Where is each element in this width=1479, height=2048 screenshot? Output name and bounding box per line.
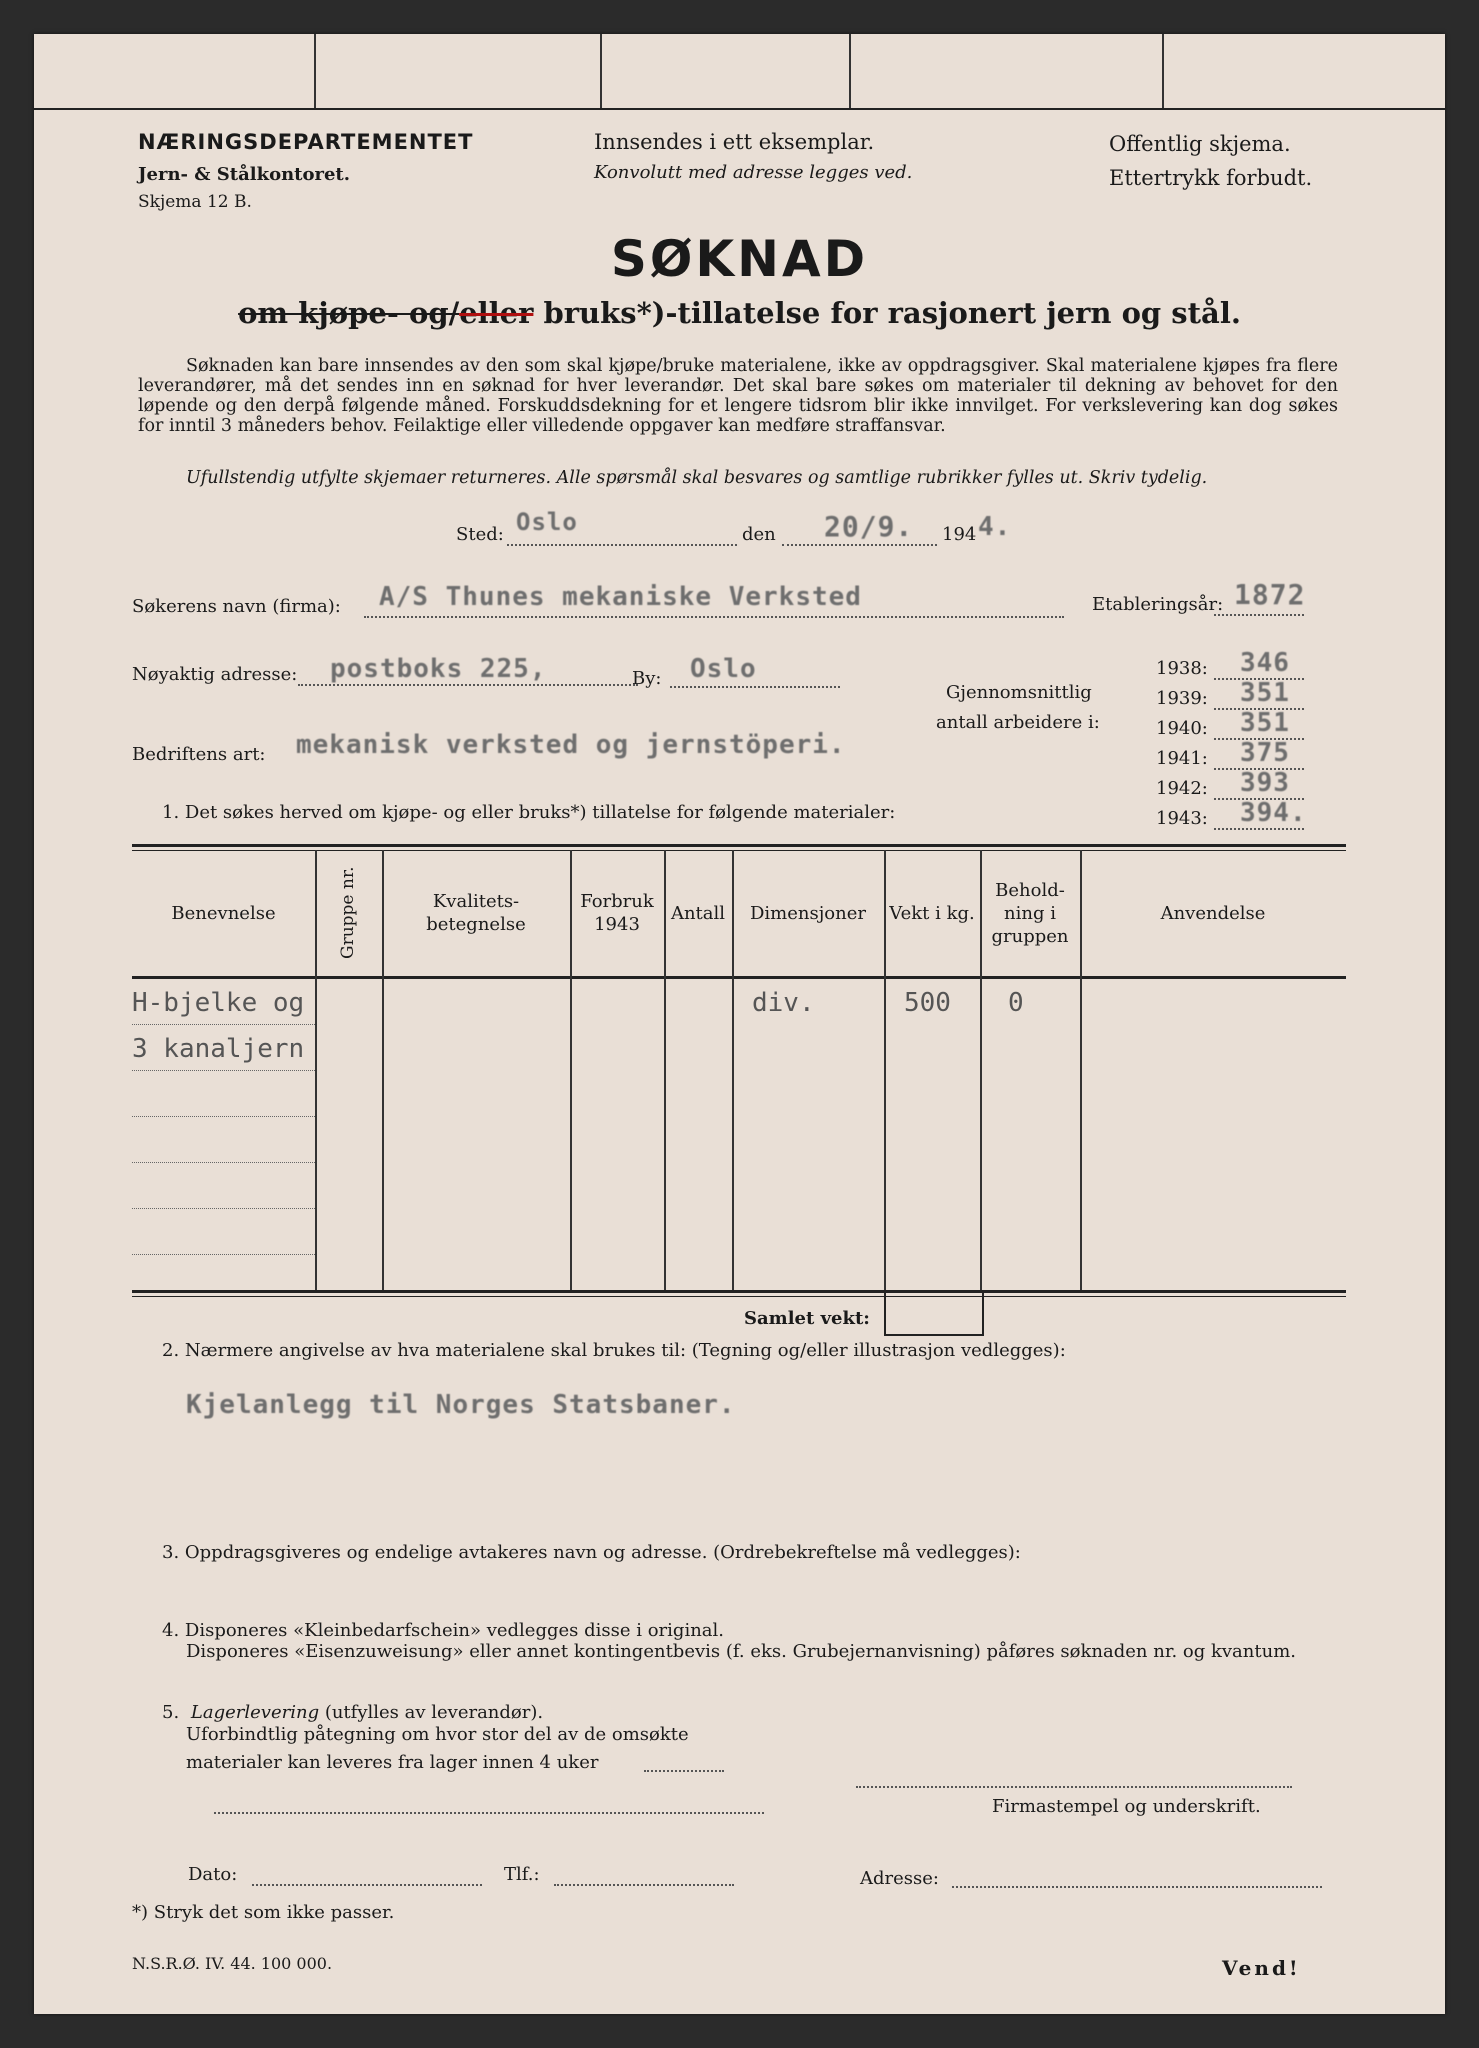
worker-year-dots (1214, 828, 1304, 830)
turn-over-note: Vend! (1222, 1956, 1301, 1980)
top-rule (34, 108, 1445, 110)
table-row-rule (132, 1070, 315, 1071)
table-column-divider (1080, 850, 1082, 1290)
table-row-rule (132, 1162, 315, 1163)
table-column-divider (382, 850, 384, 1290)
worker-year-label: 1939: (1156, 688, 1208, 709)
address-footer-label: Adresse: (860, 1868, 939, 1889)
address-label: Nøyaktig adresse: (132, 664, 298, 685)
table-column-divider (570, 850, 572, 1290)
phone-label: Tlf.: (504, 1864, 540, 1885)
table-bottom-rule-thin (132, 1296, 1346, 1297)
table-column-header: Behold-ning i gruppen (991, 879, 1069, 947)
date-value[interactable]: 20/9. (824, 510, 914, 543)
worker-year-label: 1942: (1156, 778, 1208, 799)
submit-note: Innsendes i ett eksemplar. (594, 130, 875, 154)
signature-label: Firmastempel og underskrift. (992, 1796, 1261, 1817)
table-row-rule (132, 1254, 315, 1255)
subtitle-red-struck: eller (459, 296, 534, 330)
intro-paragraph: Søknaden kan bare innsendes av den som skal kjøpe/bruke materialene, ikke av oppdragsgiver. Skal materialene kjøpes fra flere leverandører, må det sendes inn en søknad for hver leverandør. Det skal bare søkes om materialer til dekning av behovet for den løpende og den derpå følgende måned. Forskuddsdekning for et lengere tidsrom blir ikke innvilget. For verkslevering kan dog søkes for inntil 3 måneders behov. Feilaktige eller villedende oppgaver kan medføre straffansvar. (138, 356, 1338, 436)
form-number: Skjema 12 B. (138, 192, 252, 212)
established-dots (1214, 614, 1304, 616)
year-value[interactable]: 4. (978, 512, 1012, 542)
date-dots (782, 544, 937, 546)
section-5-title: Lagerlevering (190, 1702, 320, 1723)
section-2-value[interactable]: Kjelanlegg til Norges Statsbaner. (186, 1390, 736, 1420)
total-weight-label: Samlet vekt: (744, 1308, 870, 1329)
top-divider (1162, 34, 1164, 108)
table-cell-beholdning[interactable]: 0 (1008, 988, 1024, 1018)
envelope-note: Konvolutt med adresse legges ved. (594, 162, 913, 183)
worker-year-label: 1940: (1156, 718, 1208, 739)
worker-year-value[interactable]: 393 (1240, 768, 1290, 798)
table-column-header: Antall (670, 902, 726, 924)
subtitle-rest: bruks*)-tillatelse for rasjonert jern og stål. (533, 296, 1241, 330)
table-column-divider (664, 850, 666, 1290)
table-column-divider (315, 850, 317, 1290)
section-5-dots (644, 1770, 724, 1772)
avg-workers-label-2: antall arbeidere i: (936, 712, 1100, 733)
reprint-note: Ettertrykk forbudt. (1109, 166, 1313, 190)
city-value[interactable]: Oslo (690, 654, 757, 684)
page-subtitle (34, 296, 1445, 330)
place-value[interactable]: Oslo (516, 508, 578, 536)
section-3-label: 3. Oppdragsgiveres og endelige avtakeres navn og adresse. (Ordrebekreftelse må vedlegges): (162, 1542, 1021, 1563)
table-column-header: Dimensjoner (749, 902, 866, 924)
table-column-header: Kvalitets-betegnelse (426, 891, 526, 935)
print-code: N.S.R.Ø. IV. 44. 100 000. (132, 1954, 333, 1973)
table-row-rule (132, 1024, 315, 1025)
section-5-answer-dots[interactable] (214, 1812, 764, 1814)
phone-dots[interactable] (554, 1884, 734, 1886)
top-divider (849, 34, 851, 108)
date-footer-dots[interactable] (252, 1884, 482, 1886)
established-label: Etableringsår: (1092, 594, 1224, 615)
table-top-rule (132, 844, 1346, 847)
city-dots (670, 686, 840, 688)
section-4-line-2: Disponeres «Eisenzuweisung» eller annet kontingentbevis (f. eks. Grubejernanvisning) påføres søknaden nr. og kvantum. (186, 1641, 1296, 1662)
avg-workers-label: Gjennomsnittlig (946, 682, 1092, 703)
form-page (34, 34, 1445, 2014)
section-5-number: 5. (162, 1702, 180, 1723)
worker-year-value[interactable]: 351 (1240, 708, 1290, 738)
section-5-line-2: Uforbindtlig påtegning om hvor stor del av de omsøkte (186, 1724, 689, 1745)
city-label: By: (632, 668, 662, 689)
section-1-label: 1. Det søkes herved om kjøpe- og eller bruks*) tillatelse for følgende materialer: (162, 802, 896, 823)
place-dots (507, 544, 737, 546)
year-prefix: 194 (942, 524, 977, 545)
worker-year-label: 1938: (1156, 658, 1208, 679)
applicant-name-dots (364, 616, 1064, 618)
public-form-note: Offentlig skjema. (1109, 132, 1291, 156)
page-title: SØKNAD (610, 230, 869, 288)
established-value[interactable]: 1872 (1234, 578, 1306, 611)
top-divider (600, 34, 602, 108)
address-value[interactable]: postboks 225, (330, 654, 547, 684)
top-divider (314, 34, 316, 108)
table-cell-dimensjoner[interactable]: div. (752, 988, 815, 1018)
place-label: Sted: (456, 524, 504, 545)
worker-year-value[interactable]: 394. (1240, 798, 1307, 828)
section-5-line-3: materialer kan leveres fra lager innen 4 uker (186, 1752, 599, 1773)
worker-year-value[interactable]: 351 (1240, 678, 1290, 708)
signature-dots[interactable] (856, 1786, 1292, 1788)
table-column-divider (980, 850, 982, 1290)
section-5-title-rest: (utfylles av leverandør). (319, 1702, 544, 1723)
business-type-label: Bedriftens art: (132, 744, 266, 765)
table-row-rule (132, 1208, 315, 1209)
table-cell-benevnelse[interactable]: H-bjelke og (132, 988, 305, 1018)
business-type-value[interactable]: mekanisk verksted og jernstöperi. (296, 730, 846, 760)
table-column-header: Forbruk 1943 (580, 891, 654, 935)
address-footer-dots[interactable] (952, 1886, 1322, 1888)
table-column-header: Anvendelse (1160, 902, 1266, 924)
table-column-divider (884, 850, 886, 1290)
table-row-rule (132, 1116, 315, 1117)
applicant-name-label: Søkerens navn (firma): (132, 596, 341, 617)
table-cell-benevnelse[interactable]: 3 kanaljern (132, 1034, 305, 1064)
intro-italic-note: Ufullstendig utfylte skjemaer returneres. Alle spørsmål skal besvares og samtlige rubrikker fylles ut. Skriv tydelig. (186, 468, 1208, 488)
office-name: Jern- & Stålkontoret. (138, 164, 351, 185)
table-bottom-rule (132, 1290, 1346, 1293)
section-5-label (162, 1702, 543, 1723)
table-column-header: Gruppe nr. (338, 866, 358, 960)
worker-year-label: 1941: (1156, 748, 1208, 769)
section-4-line-1: 4. Disponeres «Kleinbedarfschein» vedlegges disse i original. (162, 1620, 724, 1641)
applicant-name-value[interactable]: A/S Thunes mekaniske Verksted (379, 582, 862, 612)
section-2-label: 2. Nærmere angivelse av hva materialene skal brukes til: (Tegning og/eller illustrasjon vedlegges): (162, 1340, 1066, 1361)
footnote: *) Stryk det som ikke passer. (132, 1902, 395, 1923)
worker-year-value[interactable]: 375 (1240, 738, 1290, 768)
total-weight-box[interactable] (884, 1292, 984, 1336)
table-cell-vekt[interactable]: 500 (904, 988, 951, 1018)
date-footer-label: Dato: (188, 1864, 238, 1885)
address-dots (298, 684, 638, 686)
table-column-header: Benevnelse (171, 902, 276, 924)
date-label: den (742, 524, 776, 545)
table-column-divider (732, 850, 734, 1290)
department-name: NÆRINGSDEPARTEMENTET (138, 130, 474, 154)
worker-year-label: 1943: (1156, 808, 1208, 829)
worker-year-value[interactable]: 346 (1240, 648, 1290, 678)
subtitle-struck-part: om kjøpe- og/ (238, 296, 460, 330)
table-column-header: Vekt i kg. (889, 902, 975, 924)
